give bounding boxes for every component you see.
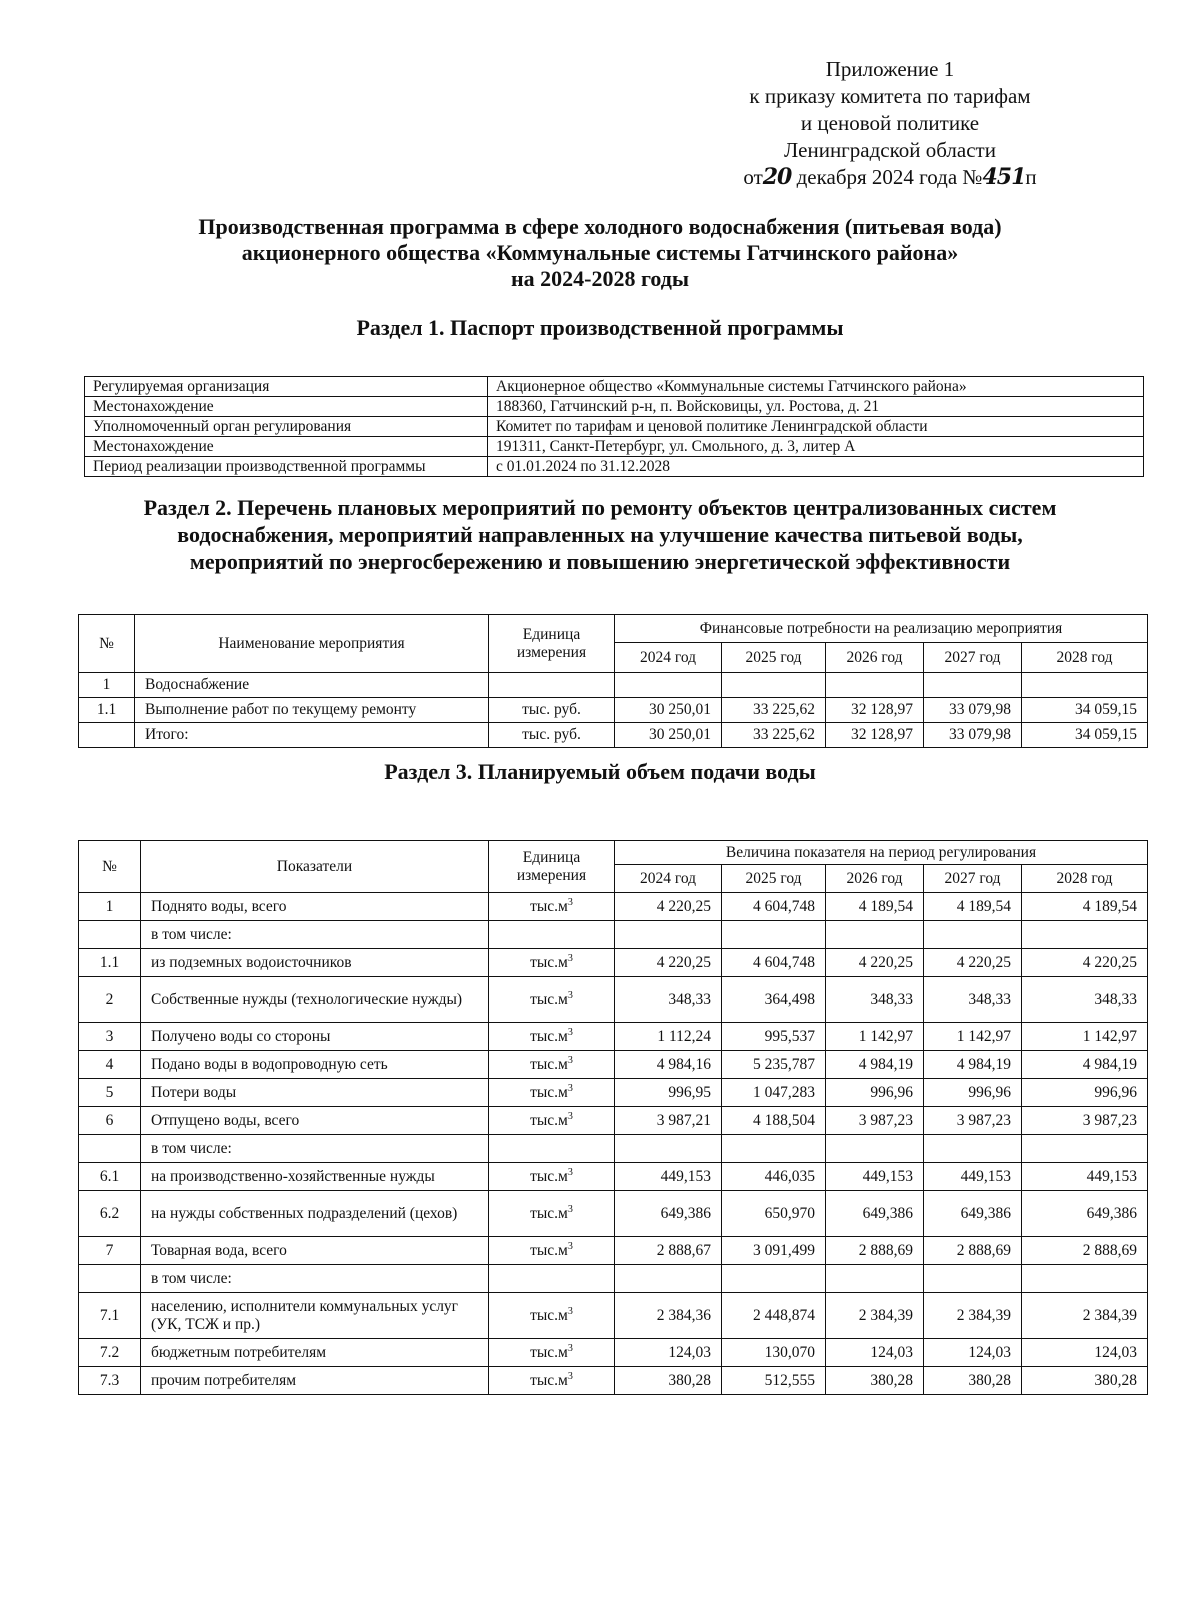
indicator-row xyxy=(79,1293,1148,1339)
indicator-value: 1 112,24 xyxy=(615,1023,722,1051)
indicator-value: 2 448,874 xyxy=(722,1293,826,1339)
col-indicators: Показатели xyxy=(141,841,489,893)
passport-value: Комитет по тарифам и ценовой политике Ленинградской области xyxy=(488,417,1144,437)
year-header: 2027 год xyxy=(924,643,1022,673)
indicator-value xyxy=(924,921,1022,949)
indicator-name: Получено воды со стороны xyxy=(141,1023,489,1051)
indicator-value: 996,96 xyxy=(1022,1079,1148,1107)
indicator-name: населению, исполнители коммунальных услуг (УК, ТСЖ и пр.) xyxy=(141,1293,489,1339)
col-financial-needs: Финансовые потребности на реализацию мероприятия xyxy=(615,615,1148,643)
indicator-value xyxy=(826,1265,924,1293)
indicator-value: 4 188,504 xyxy=(722,1107,826,1135)
appendix-date xyxy=(700,164,1080,191)
unit-superscript: 3 xyxy=(567,1342,573,1354)
indicator-value: 1 142,97 xyxy=(826,1023,924,1051)
unit-text: тыс.м xyxy=(530,1205,568,1223)
year-header: 2026 год xyxy=(826,643,924,673)
indicator-value xyxy=(722,1135,826,1163)
indicator-value xyxy=(615,1135,722,1163)
col-indicator-value: Величина показателя на период регулирования xyxy=(615,841,1148,865)
row-number: 5 xyxy=(79,1079,141,1107)
indicator-value: 124,03 xyxy=(826,1339,924,1367)
indicator-value xyxy=(924,1135,1022,1163)
row-number: 6.2 xyxy=(79,1191,141,1237)
measure-value xyxy=(615,673,722,698)
indicator-value: 5 235,787 xyxy=(722,1051,826,1079)
year-header: 2025 год xyxy=(722,865,826,893)
unit-superscript: 3 xyxy=(567,1054,573,1066)
indicator-value: 649,386 xyxy=(826,1191,924,1237)
indicator-value: 2 384,39 xyxy=(1022,1293,1148,1339)
indicator-unit xyxy=(489,949,615,977)
passport-label: Период реализации производственной программы xyxy=(85,457,488,477)
measure-value: 33 225,62 xyxy=(722,723,826,748)
date-day-handwritten: 20 xyxy=(762,164,792,190)
indicator-row xyxy=(79,1135,1148,1163)
indicator-unit xyxy=(489,1339,615,1367)
water-supply-table xyxy=(78,840,1148,1395)
section2-heading-line1: Раздел 2. Перечень плановых мероприятий по ремонту объектов централизованных систем xyxy=(143,495,1057,520)
unit-superscript: 3 xyxy=(567,1370,573,1382)
unit-superscript: 3 xyxy=(567,1240,573,1252)
row-number: 1.1 xyxy=(79,698,135,723)
indicator-row xyxy=(79,977,1148,1023)
indicator-value: 4 189,54 xyxy=(826,893,924,921)
title-line1: Производственная программа в сфере холодного водоснабжения (питьевая вода) xyxy=(198,214,1002,239)
unit-superscript: 3 xyxy=(567,952,573,964)
indicator-unit xyxy=(489,1051,615,1079)
section3-heading: Раздел 3. Планируемый объем подачи воды xyxy=(384,759,816,784)
indicator-value: 4 604,748 xyxy=(722,949,826,977)
measure-value: 33 079,98 xyxy=(924,698,1022,723)
indicator-name: на производственно-хозяйственные нужды xyxy=(141,1163,489,1191)
indicator-value xyxy=(722,921,826,949)
section2-heading-line2: водоснабжения, мероприятий направленных на улучшение качества питьевой воды, xyxy=(177,522,1023,547)
indicator-value: 124,03 xyxy=(1022,1339,1148,1367)
indicator-row xyxy=(79,1107,1148,1135)
indicator-value: 4 220,25 xyxy=(826,949,924,977)
passport-label: Местонахождение xyxy=(85,437,488,457)
indicator-value: 996,96 xyxy=(924,1079,1022,1107)
indicator-name: Товарная вода, всего xyxy=(141,1237,489,1265)
section2-heading-line3: мероприятий по энергосбережению и повышению энергетической эффективности xyxy=(189,549,1011,574)
indicator-value: 449,153 xyxy=(615,1163,722,1191)
indicator-name: Отпущено воды, всего xyxy=(141,1107,489,1135)
indicator-unit xyxy=(489,921,615,949)
indicator-value: 4 220,25 xyxy=(615,893,722,921)
indicator-unit xyxy=(489,1265,615,1293)
passport-value: 191311, Санкт-Петербург, ул. Смольного, д. 3, литер А xyxy=(488,437,1144,457)
year-header: 2026 год xyxy=(826,865,924,893)
measure-value: 34 059,15 xyxy=(1022,723,1148,748)
indicator-value: 4 189,54 xyxy=(924,893,1022,921)
unit-superscript: 3 xyxy=(567,896,573,908)
indicator-name: в том числе: xyxy=(141,1265,489,1293)
unit-text: тыс.м xyxy=(530,1112,568,1130)
indicator-name: Потери воды xyxy=(141,1079,489,1107)
passport-label: Уполномоченный орган регулирования xyxy=(85,417,488,437)
indicator-value: 2 888,69 xyxy=(1022,1237,1148,1265)
indicator-value: 4 984,16 xyxy=(615,1051,722,1079)
unit-text: тыс.м xyxy=(530,898,568,916)
indicator-value: 124,03 xyxy=(924,1339,1022,1367)
indicator-value: 512,555 xyxy=(722,1367,826,1395)
indicator-value: 348,33 xyxy=(826,977,924,1023)
row-number: 7.3 xyxy=(79,1367,141,1395)
col-unit: Единица измерения xyxy=(489,615,615,673)
indicator-name: Собственные нужды (технологические нужды) xyxy=(141,977,489,1023)
measures-table xyxy=(78,614,1148,748)
indicator-row xyxy=(79,893,1148,921)
indicator-value xyxy=(924,1265,1022,1293)
row-number: 4 xyxy=(79,1051,141,1079)
indicator-value: 449,153 xyxy=(1022,1163,1148,1191)
indicator-value: 650,970 xyxy=(722,1191,826,1237)
measure-row xyxy=(79,673,1148,698)
measure-value: 32 128,97 xyxy=(826,698,924,723)
indicator-value: 2 888,67 xyxy=(615,1237,722,1265)
appendix-line2: к приказу комитета по тарифам xyxy=(749,84,1031,108)
unit-text: тыс.м xyxy=(530,1344,568,1362)
indicator-value xyxy=(1022,1265,1148,1293)
passport-row xyxy=(85,457,1144,477)
unit-text: тыс.м xyxy=(530,1372,568,1390)
appendix-block xyxy=(700,56,1080,191)
passport-value: Акционерное общество «Коммунальные системы Гатчинского района» xyxy=(488,377,1144,397)
measure-name: Выполнение работ по текущему ремонту xyxy=(135,698,489,723)
unit-text: тыс.м xyxy=(530,1056,568,1074)
indicator-value: 130,070 xyxy=(722,1339,826,1367)
date-mid: декабря 2024 года № xyxy=(796,165,983,189)
indicator-value: 124,03 xyxy=(615,1339,722,1367)
indicator-value: 1 142,97 xyxy=(1022,1023,1148,1051)
unit-superscript: 3 xyxy=(567,1082,573,1094)
row-number xyxy=(79,723,135,748)
indicator-value xyxy=(615,1265,722,1293)
indicator-value: 996,96 xyxy=(826,1079,924,1107)
col-unit: Единица измерения xyxy=(489,841,615,893)
indicator-unit xyxy=(489,1237,615,1265)
indicator-value: 4 604,748 xyxy=(722,893,826,921)
indicator-value: 380,28 xyxy=(924,1367,1022,1395)
indicator-value: 996,95 xyxy=(615,1079,722,1107)
col-measure-name: Наименование мероприятия xyxy=(135,615,489,673)
indicator-unit xyxy=(489,1163,615,1191)
row-number: 1 xyxy=(79,673,135,698)
indicator-value: 4 220,25 xyxy=(924,949,1022,977)
indicator-value: 4 984,19 xyxy=(1022,1051,1148,1079)
indicator-row xyxy=(79,1339,1148,1367)
indicator-value xyxy=(826,921,924,949)
indicator-name: прочим потребителям xyxy=(141,1367,489,1395)
row-number: 1.1 xyxy=(79,949,141,977)
measure-value: 33 079,98 xyxy=(924,723,1022,748)
unit-superscript: 3 xyxy=(567,1203,573,1215)
passport-label: Регулируемая организация xyxy=(85,377,488,397)
indicator-value: 3 987,23 xyxy=(924,1107,1022,1135)
row-number xyxy=(79,1265,141,1293)
indicator-value: 4 220,25 xyxy=(615,949,722,977)
row-number: 3 xyxy=(79,1023,141,1051)
row-number: 7 xyxy=(79,1237,141,1265)
indicator-value: 449,153 xyxy=(826,1163,924,1191)
indicator-value: 995,537 xyxy=(722,1023,826,1051)
indicator-unit xyxy=(489,1293,615,1339)
section2-heading xyxy=(60,494,1140,575)
unit-superscript: 3 xyxy=(567,1110,573,1122)
indicator-name: Подано воды в водопроводную сеть xyxy=(141,1051,489,1079)
indicator-value: 449,153 xyxy=(924,1163,1022,1191)
indicator-row xyxy=(79,1367,1148,1395)
indicator-value: 2 384,36 xyxy=(615,1293,722,1339)
title-line3: на 2024-2028 годы xyxy=(510,266,690,291)
unit-superscript: 3 xyxy=(567,1305,573,1317)
passport-value: с 01.01.2024 по 31.12.2028 xyxy=(488,457,1144,477)
indicator-row xyxy=(79,1163,1148,1191)
measure-value xyxy=(826,673,924,698)
passport-table xyxy=(84,376,1144,477)
passport-row xyxy=(85,397,1144,417)
measure-row xyxy=(79,723,1148,748)
measure-value: 34 059,15 xyxy=(1022,698,1148,723)
unit-text: тыс.м xyxy=(530,1084,568,1102)
indicator-value: 649,386 xyxy=(924,1191,1022,1237)
indicator-name: Поднято воды, всего xyxy=(141,893,489,921)
indicator-name: в том числе: xyxy=(141,1135,489,1163)
unit-text: тыс.м xyxy=(530,1307,568,1325)
indicator-value: 1 047,283 xyxy=(722,1079,826,1107)
section1-heading: Раздел 1. Паспорт производственной программы xyxy=(356,315,844,340)
indicator-value: 3 987,21 xyxy=(615,1107,722,1135)
indicator-unit xyxy=(489,1191,615,1237)
col-number: № xyxy=(79,615,135,673)
measure-value: 33 225,62 xyxy=(722,698,826,723)
order-number-handwritten: 451 xyxy=(982,164,1026,190)
indicator-value xyxy=(826,1135,924,1163)
indicator-value: 649,386 xyxy=(1022,1191,1148,1237)
measure-value xyxy=(722,673,826,698)
indicator-value: 3 091,499 xyxy=(722,1237,826,1265)
indicator-value: 348,33 xyxy=(615,977,722,1023)
indicator-unit xyxy=(489,977,615,1023)
indicator-name: бюджетным потребителям xyxy=(141,1339,489,1367)
indicator-value: 364,498 xyxy=(722,977,826,1023)
unit-superscript: 3 xyxy=(567,1166,573,1178)
measure-name: Водоснабжение xyxy=(135,673,489,698)
indicator-value xyxy=(1022,1135,1148,1163)
indicator-value: 4 984,19 xyxy=(924,1051,1022,1079)
row-number: 6.1 xyxy=(79,1163,141,1191)
indicator-unit xyxy=(489,1107,615,1135)
unit-text: тыс.м xyxy=(530,1028,568,1046)
indicator-value xyxy=(1022,921,1148,949)
indicator-value: 380,28 xyxy=(1022,1367,1148,1395)
row-number xyxy=(79,1135,141,1163)
indicator-value xyxy=(615,921,722,949)
passport-row xyxy=(85,437,1144,457)
row-number: 2 xyxy=(79,977,141,1023)
indicator-value: 4 220,25 xyxy=(1022,949,1148,977)
row-number: 7.1 xyxy=(79,1293,141,1339)
passport-label: Местонахождение xyxy=(85,397,488,417)
indicator-value: 2 384,39 xyxy=(924,1293,1022,1339)
indicator-unit xyxy=(489,1135,615,1163)
year-header: 2025 год xyxy=(722,643,826,673)
indicator-value: 348,33 xyxy=(924,977,1022,1023)
indicator-value: 4 189,54 xyxy=(1022,893,1148,921)
document-title xyxy=(100,214,1100,292)
indicator-value: 446,035 xyxy=(722,1163,826,1191)
indicator-value: 2 888,69 xyxy=(924,1237,1022,1265)
row-number: 6 xyxy=(79,1107,141,1135)
unit-text: тыс.м xyxy=(530,1242,568,1260)
unit-text: тыс.м xyxy=(530,991,568,1009)
indicator-value: 3 987,23 xyxy=(1022,1107,1148,1135)
measure-value: 30 250,01 xyxy=(615,698,722,723)
indicator-value: 380,28 xyxy=(615,1367,722,1395)
indicator-value: 1 142,97 xyxy=(924,1023,1022,1051)
indicator-value: 348,33 xyxy=(1022,977,1148,1023)
measure-unit: тыс. руб. xyxy=(489,723,615,748)
measure-unit: тыс. руб. xyxy=(489,698,615,723)
year-header: 2028 год xyxy=(1022,865,1148,893)
indicator-row xyxy=(79,1051,1148,1079)
year-header: 2024 год xyxy=(615,865,722,893)
measure-value xyxy=(924,673,1022,698)
unit-text: тыс.м xyxy=(530,1168,568,1186)
indicator-row xyxy=(79,1023,1148,1051)
indicator-unit xyxy=(489,893,615,921)
indicator-value: 649,386 xyxy=(615,1191,722,1237)
title-line2: акционерного общества «Коммунальные системы Гатчинского района» xyxy=(241,240,959,265)
date-prefix: от xyxy=(743,165,763,189)
indicator-row xyxy=(79,1265,1148,1293)
row-number: 7.2 xyxy=(79,1339,141,1367)
indicator-value: 2 888,69 xyxy=(826,1237,924,1265)
indicator-row xyxy=(79,921,1148,949)
year-header: 2028 год xyxy=(1022,643,1148,673)
measure-row xyxy=(79,698,1148,723)
indicator-value xyxy=(722,1265,826,1293)
indicator-value: 2 384,39 xyxy=(826,1293,924,1339)
row-number: 1 xyxy=(79,893,141,921)
indicator-name: в том числе: xyxy=(141,921,489,949)
year-header: 2027 год xyxy=(924,865,1022,893)
indicator-name: на нужды собственных подразделений (цехов) xyxy=(141,1191,489,1237)
indicator-row xyxy=(79,1237,1148,1265)
appendix-line3: и ценовой политике xyxy=(800,111,980,135)
appendix-line4: Ленинградской области xyxy=(784,138,996,162)
unit-superscript: 3 xyxy=(567,989,573,1001)
order-suffix: п xyxy=(1025,165,1037,189)
indicator-unit xyxy=(489,1367,615,1395)
unit-text: тыс.м xyxy=(530,954,568,972)
indicator-value: 4 984,19 xyxy=(826,1051,924,1079)
passport-row xyxy=(85,417,1144,437)
unit-superscript: 3 xyxy=(567,1026,573,1038)
indicator-name: из подземных водоисточников xyxy=(141,949,489,977)
col-number: № xyxy=(79,841,141,893)
measure-name: Итого: xyxy=(135,723,489,748)
row-number xyxy=(79,921,141,949)
indicator-unit xyxy=(489,1079,615,1107)
passport-value: 188360, Гатчинский р-н, п. Войсковицы, ул. Ростова, д. 21 xyxy=(488,397,1144,417)
appendix-line1: Приложение 1 xyxy=(825,57,955,81)
indicator-row xyxy=(79,1079,1148,1107)
measure-value: 30 250,01 xyxy=(615,723,722,748)
indicator-row xyxy=(79,1191,1148,1237)
indicator-row xyxy=(79,949,1148,977)
measure-value xyxy=(1022,673,1148,698)
indicator-value: 3 987,23 xyxy=(826,1107,924,1135)
year-header: 2024 год xyxy=(615,643,722,673)
passport-row xyxy=(85,377,1144,397)
measure-unit xyxy=(489,673,615,698)
indicator-value: 380,28 xyxy=(826,1367,924,1395)
measure-value: 32 128,97 xyxy=(826,723,924,748)
indicator-unit xyxy=(489,1023,615,1051)
